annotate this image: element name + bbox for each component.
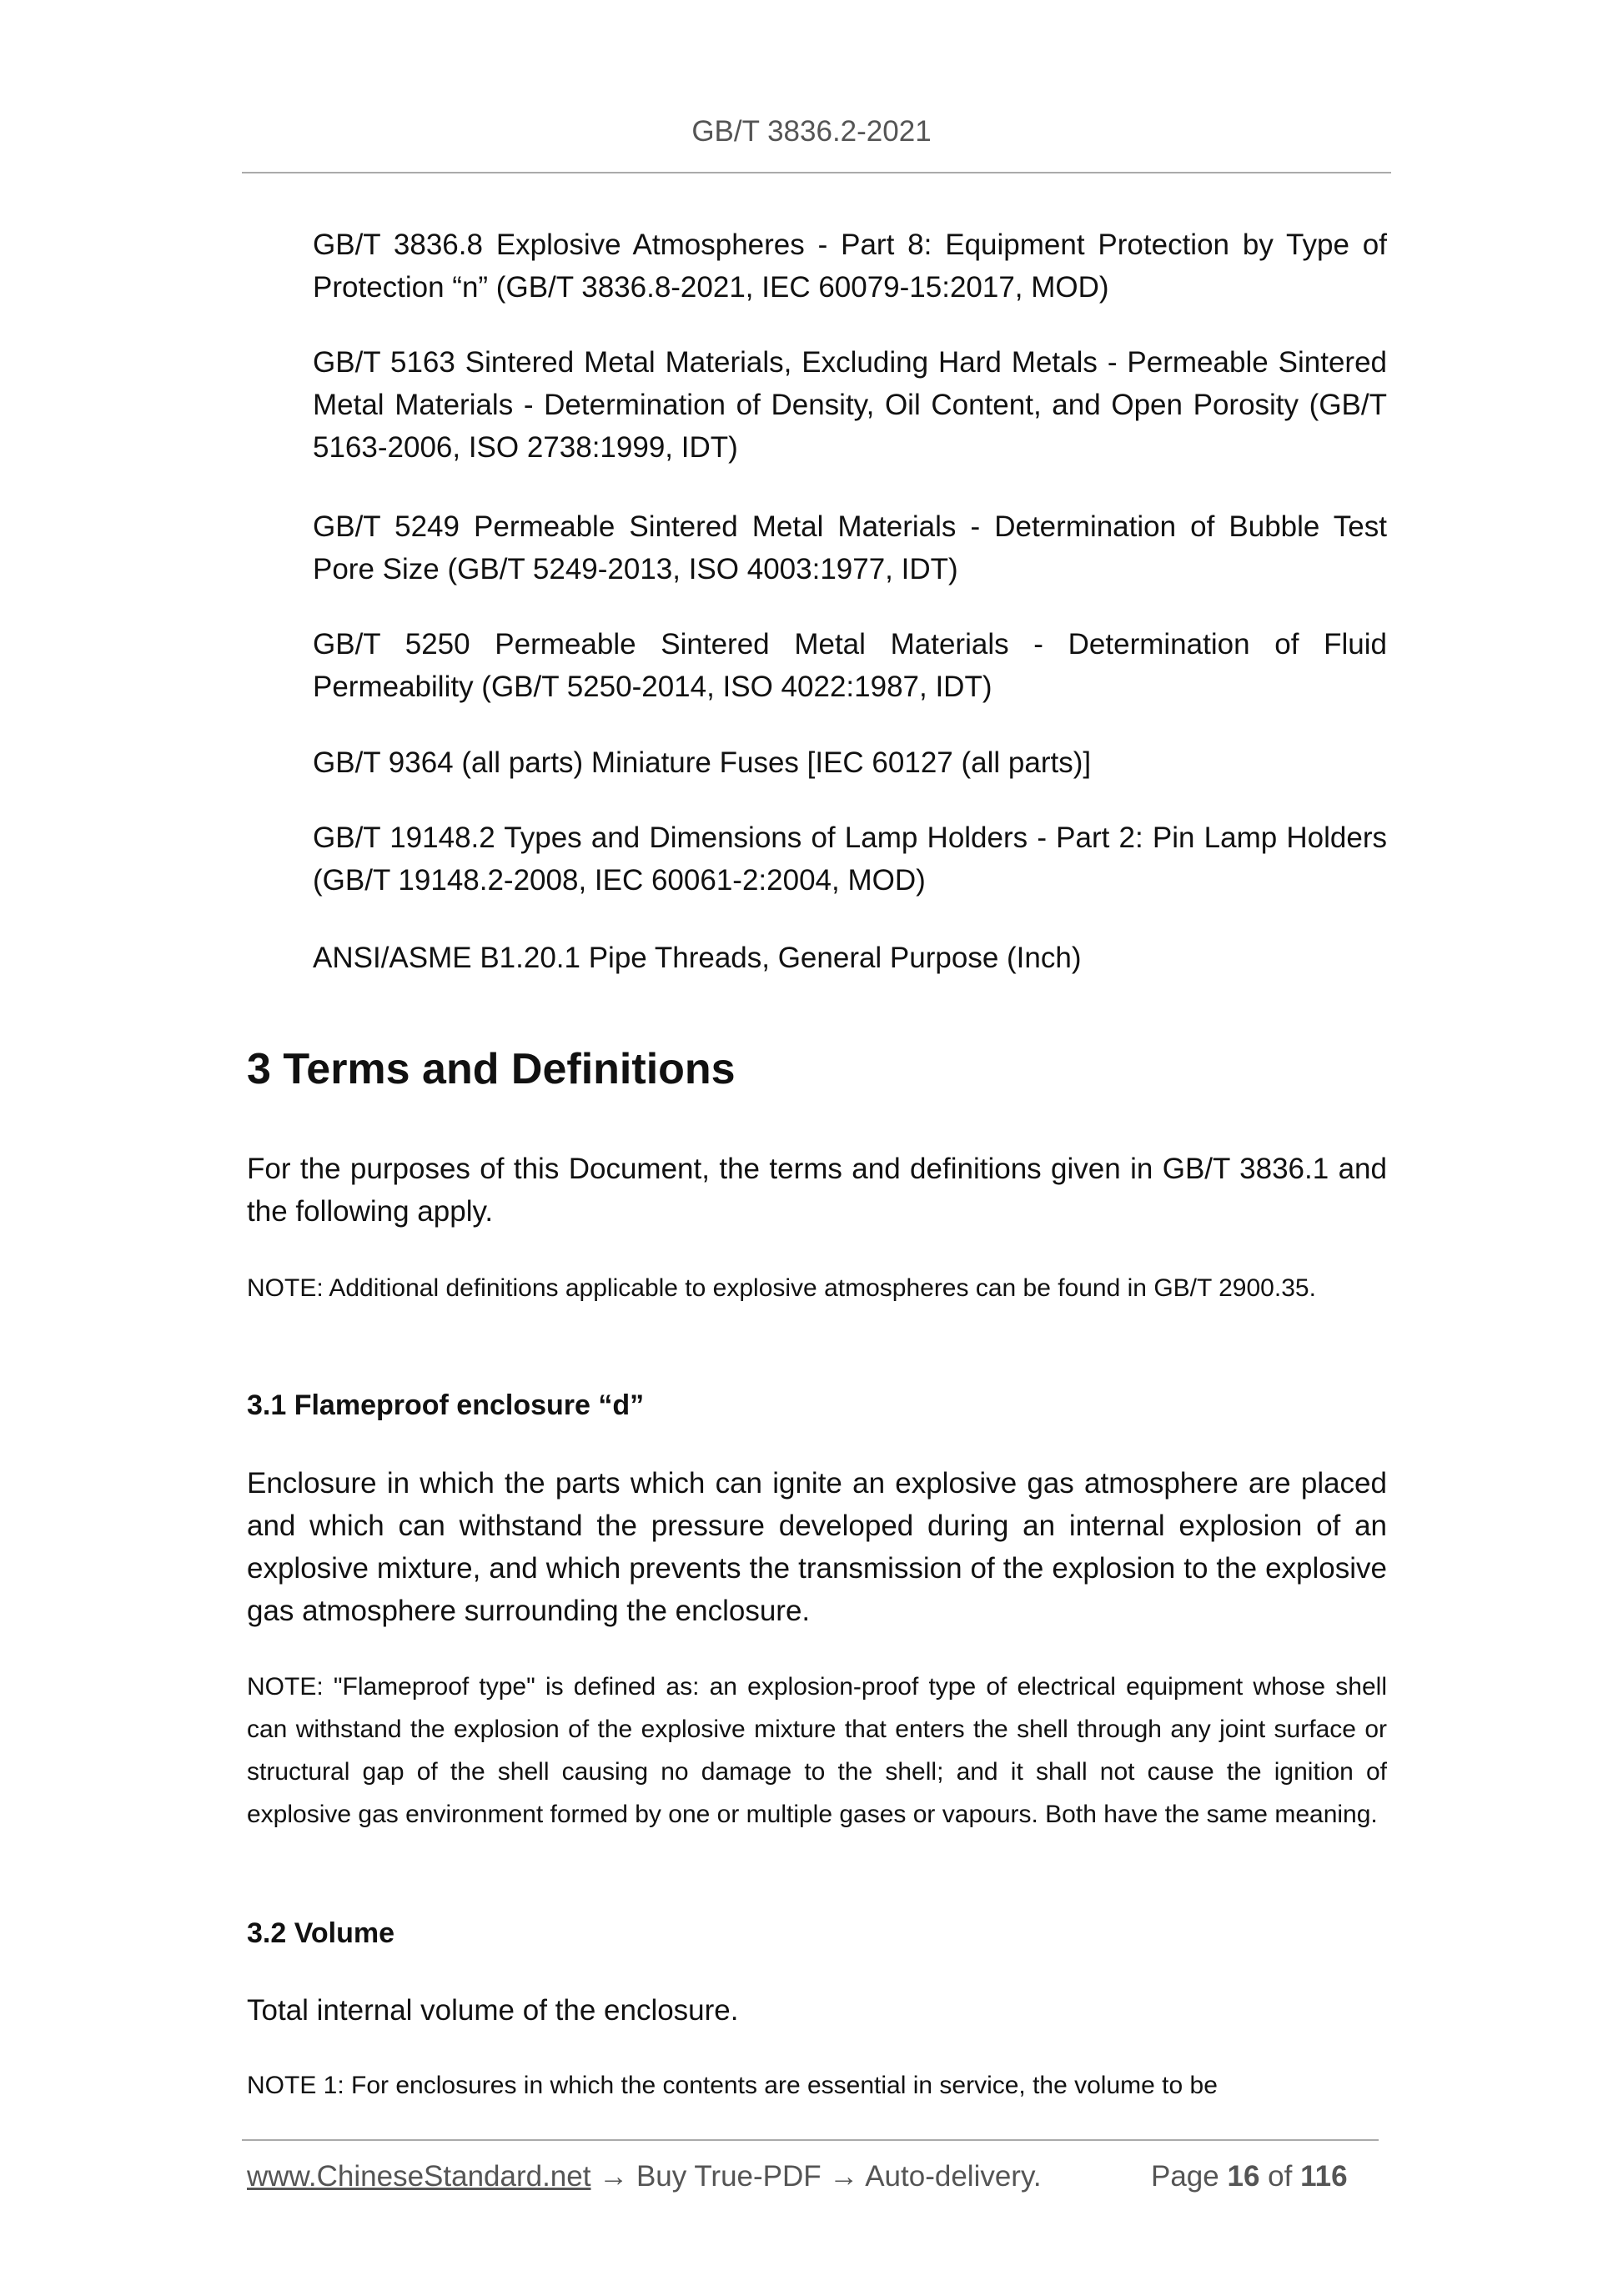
term-definition-3-1: Enclosure in which the parts which can ignite an explosive gas atmosphere are placed and which can withstand the pressure developed during an internal explosion of an explosive mixture, and which prevents the transmission of the explosion to the explosive gas atmosphere surrounding the enclosure. [247,1467,1387,1627]
arrow-icon: → [829,2160,859,2193]
buy-text: Buy True-PDF [636,2160,822,2193]
reference-item: GB/T 3836.8 Explosive Atmospheres - Part 8: Equipment Protection by Type of Protection “n” (GB/T 3836.8-2021, IEC 60079-15:2017, MOD) [313,229,1387,304]
arrow-icon: → [599,2160,629,2193]
of-label: of [1268,2160,1293,2193]
term-heading-3-1: 3.1 Flameproof enclosure “d” [247,1389,645,1421]
footer-divider [242,2139,1379,2141]
header-divider [242,172,1391,173]
reference-item: GB/T 5250 Permeable Sintered Metal Materials - Determination of Fluid Permeability (GB/T 5250-2014, ISO 4022:1987, IDT) [313,628,1387,703]
page-label: Page [1151,2160,1219,2193]
term-definition-3-2: Total internal volume of the enclosure. [247,1994,739,2027]
current-page: 16 [1227,2160,1260,2193]
website-link[interactable]: www.ChineseStandard.net [247,2160,591,2193]
term-note-3-1: NOTE: "Flameproof type" is defined as: an explosion-proof type of electrical equipment whose shell can withstand the explosion of the explosive mixture that enters the shell through any joint surface or structural gap of the shell causing no damage to the shell; and it shall not cause the ignition of explosive gas environment formed by one or multiple gases or vapours. Both have the same meaning. [247,1673,1387,1828]
section-heading: 3 Terms and Definitions [247,1045,736,1093]
reference-item: ANSI/ASME B1.20.1 Pipe Threads, General Purpose (Inch) [313,942,1082,974]
term-heading-3-2: 3.2 Volume [247,1917,394,1949]
document-header: GB/T 3836.2-2021 [691,115,932,148]
section-intro: For the purposes of this Document, the terms and definitions given in GB/T 3836.1 and the following apply. [247,1153,1387,1228]
term-note-3-2: NOTE 1: For enclosures in which the contents are essential in service, the volume to be [247,2072,1218,2099]
reference-item: GB/T 9364 (all parts) Miniature Fuses [IEC 60127 (all parts)] [313,746,1092,779]
footer-promo [247,2160,1042,2193]
section-note: NOTE: Additional definitions applicable to explosive atmospheres can be found in GB/T 2900.35. [247,1274,1316,1302]
page-number [1151,2160,1348,2193]
reference-item: GB/T 5163 Sintered Metal Materials, Excluding Hard Metals - Permeable Sintered Metal Materials - Determination of Density, Oil Content, and Open Porosity (GB/T 5163-2006, ISO 2738:1999, IDT) [313,346,1387,464]
reference-item: GB/T 19148.2 Types and Dimensions of Lamp Holders - Part 2: Pin Lamp Holders (GB/T 19148.2-2008, IEC 60061-2:2004, MOD) [313,821,1387,897]
reference-item: GB/T 5249 Permeable Sintered Metal Materials - Determination of Bubble Test Pore Size (GB/T 5249-2013, ISO 4003:1977, IDT) [313,510,1387,585]
delivery-text: Auto-delivery. [865,2160,1042,2193]
total-pages: 116 [1300,2160,1348,2193]
